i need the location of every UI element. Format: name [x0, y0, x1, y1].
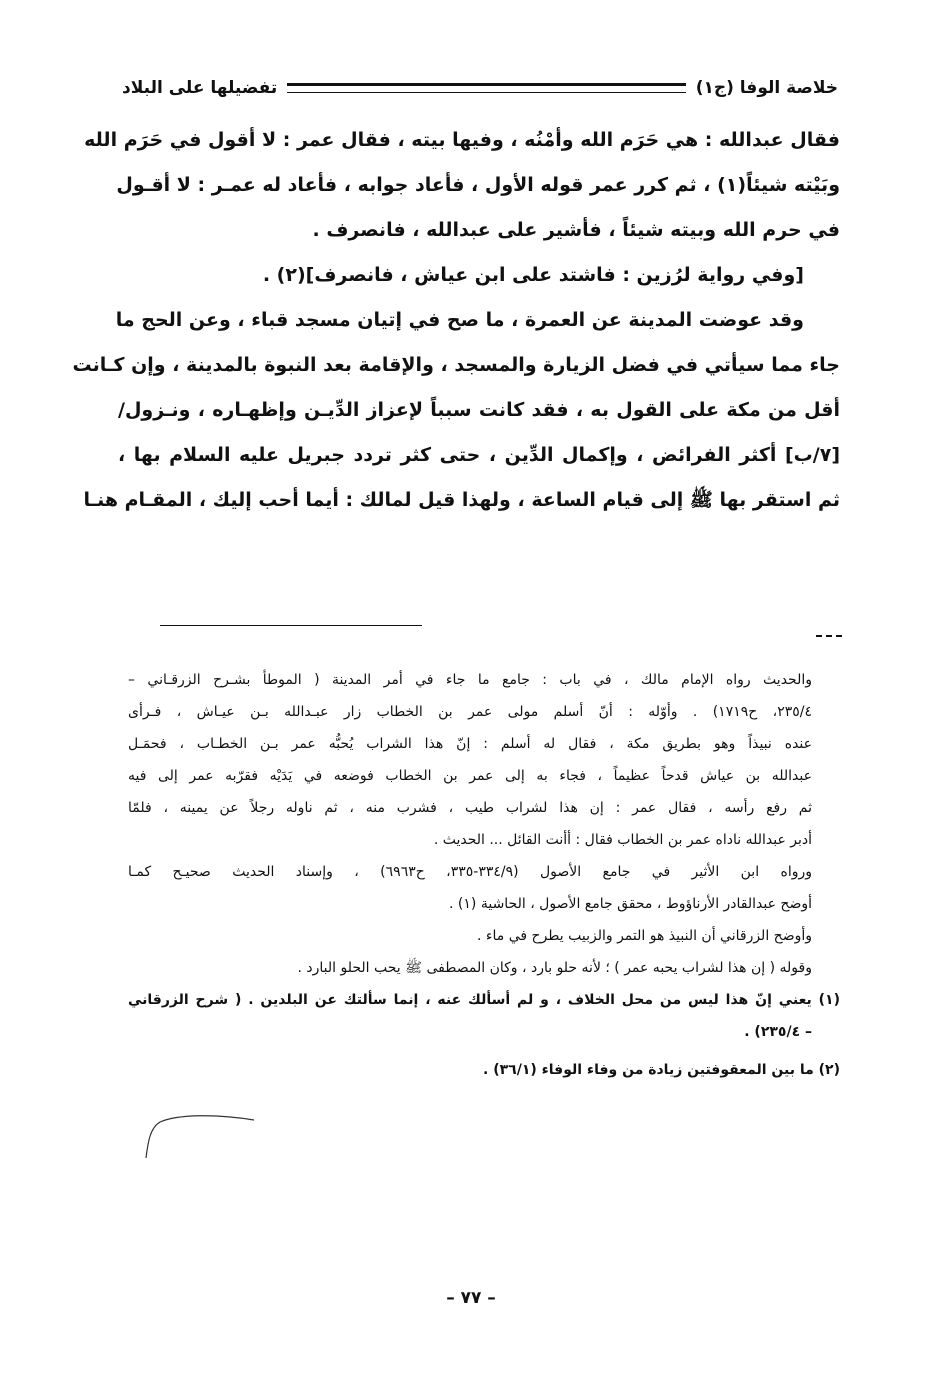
main-line: [٧/ب] أكثر الفرائض ، وإكمال الدِّين ، حتى كثر تردد جبريل عليه السلام بها ،	[118, 444, 840, 466]
main-line: ثم استقر بها ﷺ إلى قيام الساعة ، ولهذا قيل لمالك : أيما أحب إليك ، المقـام هنـا	[83, 489, 840, 511]
footnote-line: عبدالله بن عياش قدحاً عظيماً ، فجاء به إلى عمر بن الخطاب فوضعه في يَدَيْه فقرّبه عمر إلى فيه	[128, 768, 812, 784]
footnote-rule	[160, 625, 422, 626]
header-chapter-title: تفضيلها على البلاد	[122, 78, 278, 98]
footnote-line: عنده نبيذاً وهو بطريق مكة ، فقال له أسلم : إنّ هذا الشراب يُحبُّه عمر بـن الخطـاب ، فحمَـل	[128, 736, 812, 752]
footnote-1-continuation: – ٢٣٥/٤) .	[744, 1024, 812, 1040]
main-line: [وفي رواية لرُزين : فاشتد على ابن عياش ، فانصرف](٢) .	[262, 264, 804, 286]
header-book-title: خلاصة الوفا (ج١)	[695, 78, 838, 98]
main-line: جاء مما سيأتي في فضل الزيارة والمسجد ، والإقامة بعد النبوة بالمدينة ، وإن كـانت	[72, 354, 840, 376]
footnote-line: أدبر عبدالله ناداه عمر بن الخطاب فقال : أأنت القائل ... الحديث .	[433, 832, 812, 848]
main-line: أقل من مكة على القول به ، فقد كانت سبباً لإعزاز الدِّيـن وإظهـاره ، ونـزول/	[118, 399, 840, 421]
main-line: وقد عوضت المدينة عن العمرة ، ما صح في إتيان مسجد قباء ، وعن الحج ما	[115, 309, 804, 331]
main-line: فقال عبدالله : هي حَرَم الله وأمْنُه ، وفيها بيته ، فقال عمر : لا أقول في حَرَم الله	[84, 129, 840, 151]
main-text	[72, 118, 840, 588]
footnote-line: وقوله ( إن هذا لشراب يحبه عمر ) ؛ لأنه حلو بارد ، وكان المصطفى ﷺ يحب الحلو البارد .	[297, 960, 812, 976]
footnote-2: (٢) ما بين المعقوفتين زيادة من وفاء الوفاء (٣٦/١) .	[483, 1062, 840, 1078]
handwritten-mark	[138, 1112, 258, 1162]
footnote-line: ورواه ابن الأثير في جامع الأصول (٣٣٤/٩-٣٣٥، ح٦٩٦٣) ، وإسناد الحديث صحيـح كمـا	[128, 864, 812, 880]
footnotes	[128, 664, 840, 1086]
main-line: وبَيْته شيئاً(١) ، ثم كرر عمر قوله الأول ، فأعاد جوابه ، فأعاد له عمـر : لا أقـول	[116, 174, 840, 196]
footnote-line: أوضح عبدالقادر الأرناؤوط ، محقق جامع الأصول ، الحاشية (١) .	[449, 896, 812, 912]
main-line: في حرم الله وبيته شيئاً ، فأشير على عبدالله ، فانصرف .	[312, 219, 840, 241]
running-header	[122, 70, 838, 106]
footnote-line: وأوضح الزرقاني أن النبيذ هو التمر والزبيب يطرح في ماء .	[477, 928, 812, 944]
footnote-line: والحديث رواه الإمام مالك ، في باب : جامع ما جاء في أمر المدينة ( الموطأ بشـرح الزرقـاني –	[128, 672, 812, 688]
header-rule	[287, 83, 685, 93]
footnote-1: (١) يعني إنّ هذا ليس من محل الخلاف ، و لم أسألك عنه ، إنما سألتك عن البلدين . ( شرح الزرقاني	[128, 992, 840, 1008]
footnote-separator	[160, 625, 840, 627]
page-number: – ٧٧ –	[446, 1288, 496, 1308]
footnote-rule-tail	[816, 635, 842, 637]
footnote-line: ٢٣٥/٤، ح١٧١٩) . وأوّله : أنّ أسلم مولى عمر بن الخطاب زار عبـدالله بـن عيـاش ، فـرأى	[128, 704, 812, 720]
footnote-line: ثم رفع رأسه ، فقال عمر : إن هذا لشراب طيب ، فشرب منه ، ثم ناوله رجلاً عن يمينه ، فلمّا	[128, 800, 812, 816]
